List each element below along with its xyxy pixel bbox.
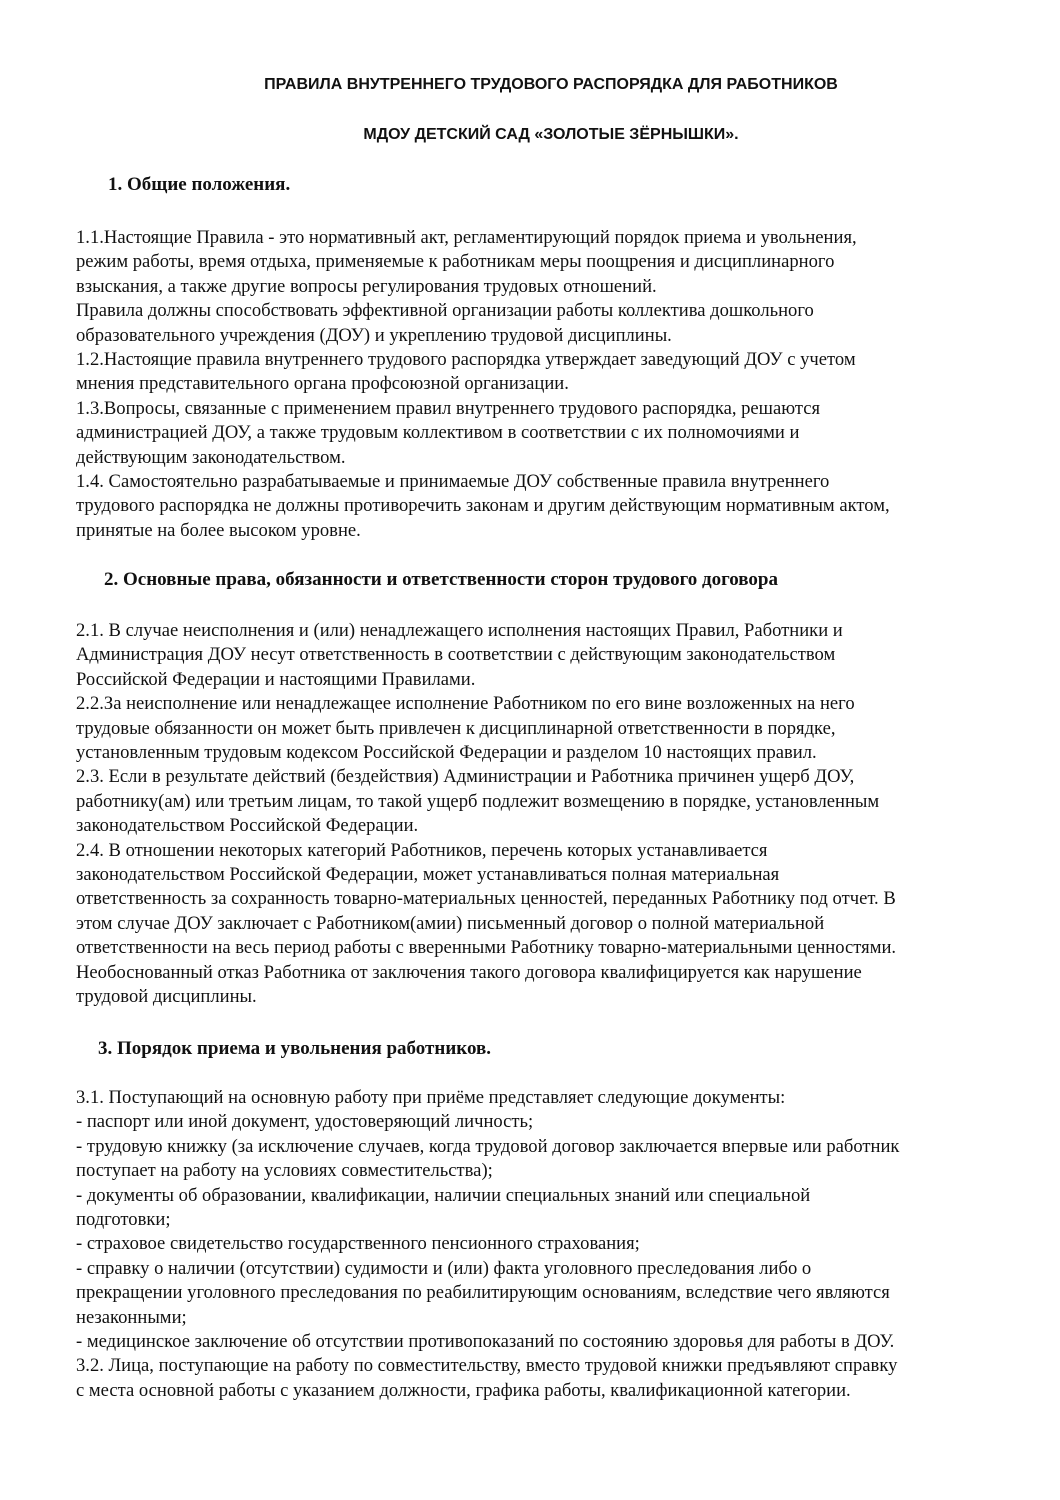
text-line: прекращении уголовного преследования по реабилитирующим основаниям, вследствие чего являются: [76, 1282, 890, 1304]
text-line: 1.1.Настоящие Правила - это нормативный акт, регламентирующий порядок приема и увольнения,: [76, 227, 857, 248]
section-2-body: [76, 619, 1036, 1010]
text-line: взыскания, а также другие вопросы регулирования трудовых отношений.: [76, 275, 657, 297]
text-line: режим работы, время отдыха, применяемые к работникам меры поощрения и дисциплинарного: [76, 251, 835, 273]
text-line: трудовые обязанности он может быть привлечен к дисциплинарной ответственности в порядке,: [76, 717, 836, 739]
text-line: Российской Федерации и настоящими Правилами.: [76, 668, 476, 690]
text-line: 2.3. Если в результате действий (бездействия) Администрации и Работника причинен ущерб ДОУ,: [76, 766, 855, 788]
text-line: установленным трудовым кодексом Российской Федерации и разделом 10 настоящих правил.: [76, 742, 817, 764]
text-line: мнения представительного органа профсоюзной организации.: [76, 373, 569, 395]
text-line: этом случае ДОУ заключает с Работником(амии) письменный договор о полной материальной: [76, 912, 825, 934]
text-line: 2.1. В случае неисполнения и (или) ненадлежащего исполнения настоящих Правил, Работники и: [76, 620, 843, 641]
document-title-line-1: ПРАВИЛА ВНУТРЕННЕГО ТРУДОВОГО РАСПОРЯДКА ДЛЯ РАБОТНИКОВ: [264, 76, 838, 93]
text-line: законодательством Российской Федерации, может устанавливаться полная материальная: [76, 864, 780, 886]
text-line: действующим законодательством.: [76, 446, 346, 468]
text-line: незаконными;: [76, 1306, 187, 1328]
text-line: 1.3.Вопросы, связанные с применением правил внутреннего трудового распорядка, решаются: [76, 397, 821, 419]
section-1-body: [76, 226, 1036, 543]
text-line: Необоснованный отказ Работника от заключения такого договора квалифицируется как нарушение: [76, 961, 862, 983]
text-line: принятые на более высоком уровне.: [76, 519, 361, 541]
section-2-heading: 2. Основные права, обязанности и ответственности сторон трудового договора: [104, 569, 778, 590]
text-line: Администрация ДОУ несут ответственность в соответствии с действующим законодательством: [76, 644, 836, 666]
text-line: 3.1. Поступающий на основную работу при приёме представляет следующие документы:: [76, 1087, 786, 1108]
text-line: - справку о наличии (отсутствии) судимости и (или) факта уголовного преследования либо о: [76, 1257, 812, 1279]
section-3-heading: 3. Порядок приема и увольнения работников.: [98, 1038, 492, 1059]
text-line: Правила должны способствовать эффективной организации работы коллектива дошкольного: [76, 300, 814, 322]
section-1-heading: 1. Общие положения.: [108, 174, 291, 195]
text-line: администрацией ДОУ, а также трудовым коллективом в соответствии с их полномочиями и: [76, 422, 800, 444]
text-line: с места основной работы с указанием должности, графика работы, квалификационной категории.: [76, 1379, 851, 1401]
text-line: трудовой дисциплины.: [76, 986, 257, 1008]
text-line: 2.4. В отношении некоторых категорий Работников, перечень которых устанавливается: [76, 839, 768, 861]
text-line: 2.2.За неисполнение или ненадлежащее исполнение Работником по его вине возложенных на него: [76, 693, 855, 715]
text-line: ответственность за сохранность товарно-материальных ценностей, переданных Работнику под отчет. В: [76, 888, 896, 910]
text-line: ответственности на весь период работы с вверенными Работнику товарно-материальными ценностями.: [76, 937, 897, 959]
document-title-line-2: МДОУ ДЕТСКИЙ САД «ЗОЛОТЫЕ ЗЁРНЫШКИ».: [363, 126, 739, 143]
text-line: 3.2. Лица, поступающие на работу по совместительству, вместо трудовой книжки предъявляют справку: [76, 1355, 898, 1377]
text-line: 1.4. Самостоятельно разрабатываемые и принимаемые ДОУ собственные правила внутреннего: [76, 471, 830, 493]
text-line: - паспорт или иной документ, удостоверяющий личность;: [76, 1111, 534, 1133]
text-line: работнику(ам) или третьим лицам, то такой ущерб подлежит возмещению в порядке, установленным: [76, 790, 880, 812]
text-line: - страховое свидетельство государственного пенсионного страхования;: [76, 1233, 640, 1255]
section-3-body: [76, 1086, 1036, 1403]
text-line: - трудовую книжку (за исключение случаев, когда трудовой договор заключается впервые или работник: [76, 1135, 900, 1157]
text-line: 1.2.Настоящие правила внутреннего трудового распорядка утверждает заведующий ДОУ с учетом: [76, 349, 856, 371]
text-line: поступает на работу на условиях совместительства);: [76, 1160, 493, 1182]
text-line: образовательного учреждения (ДОУ) и укреплению трудовой дисциплины.: [76, 324, 672, 346]
text-line: трудового распорядка не должны противоречить законам и другим действующим нормативным актом,: [76, 495, 890, 517]
text-line: законодательством Российской Федерации.: [76, 815, 419, 837]
text-line: - медицинское заключение об отсутствии противопоказаний по состоянию здоровья для работы в ДОУ.: [76, 1331, 895, 1353]
text-line: подготовки;: [76, 1209, 171, 1231]
text-line: - документы об образовании, квалификации, наличии специальных знаний или специальной: [76, 1184, 811, 1206]
